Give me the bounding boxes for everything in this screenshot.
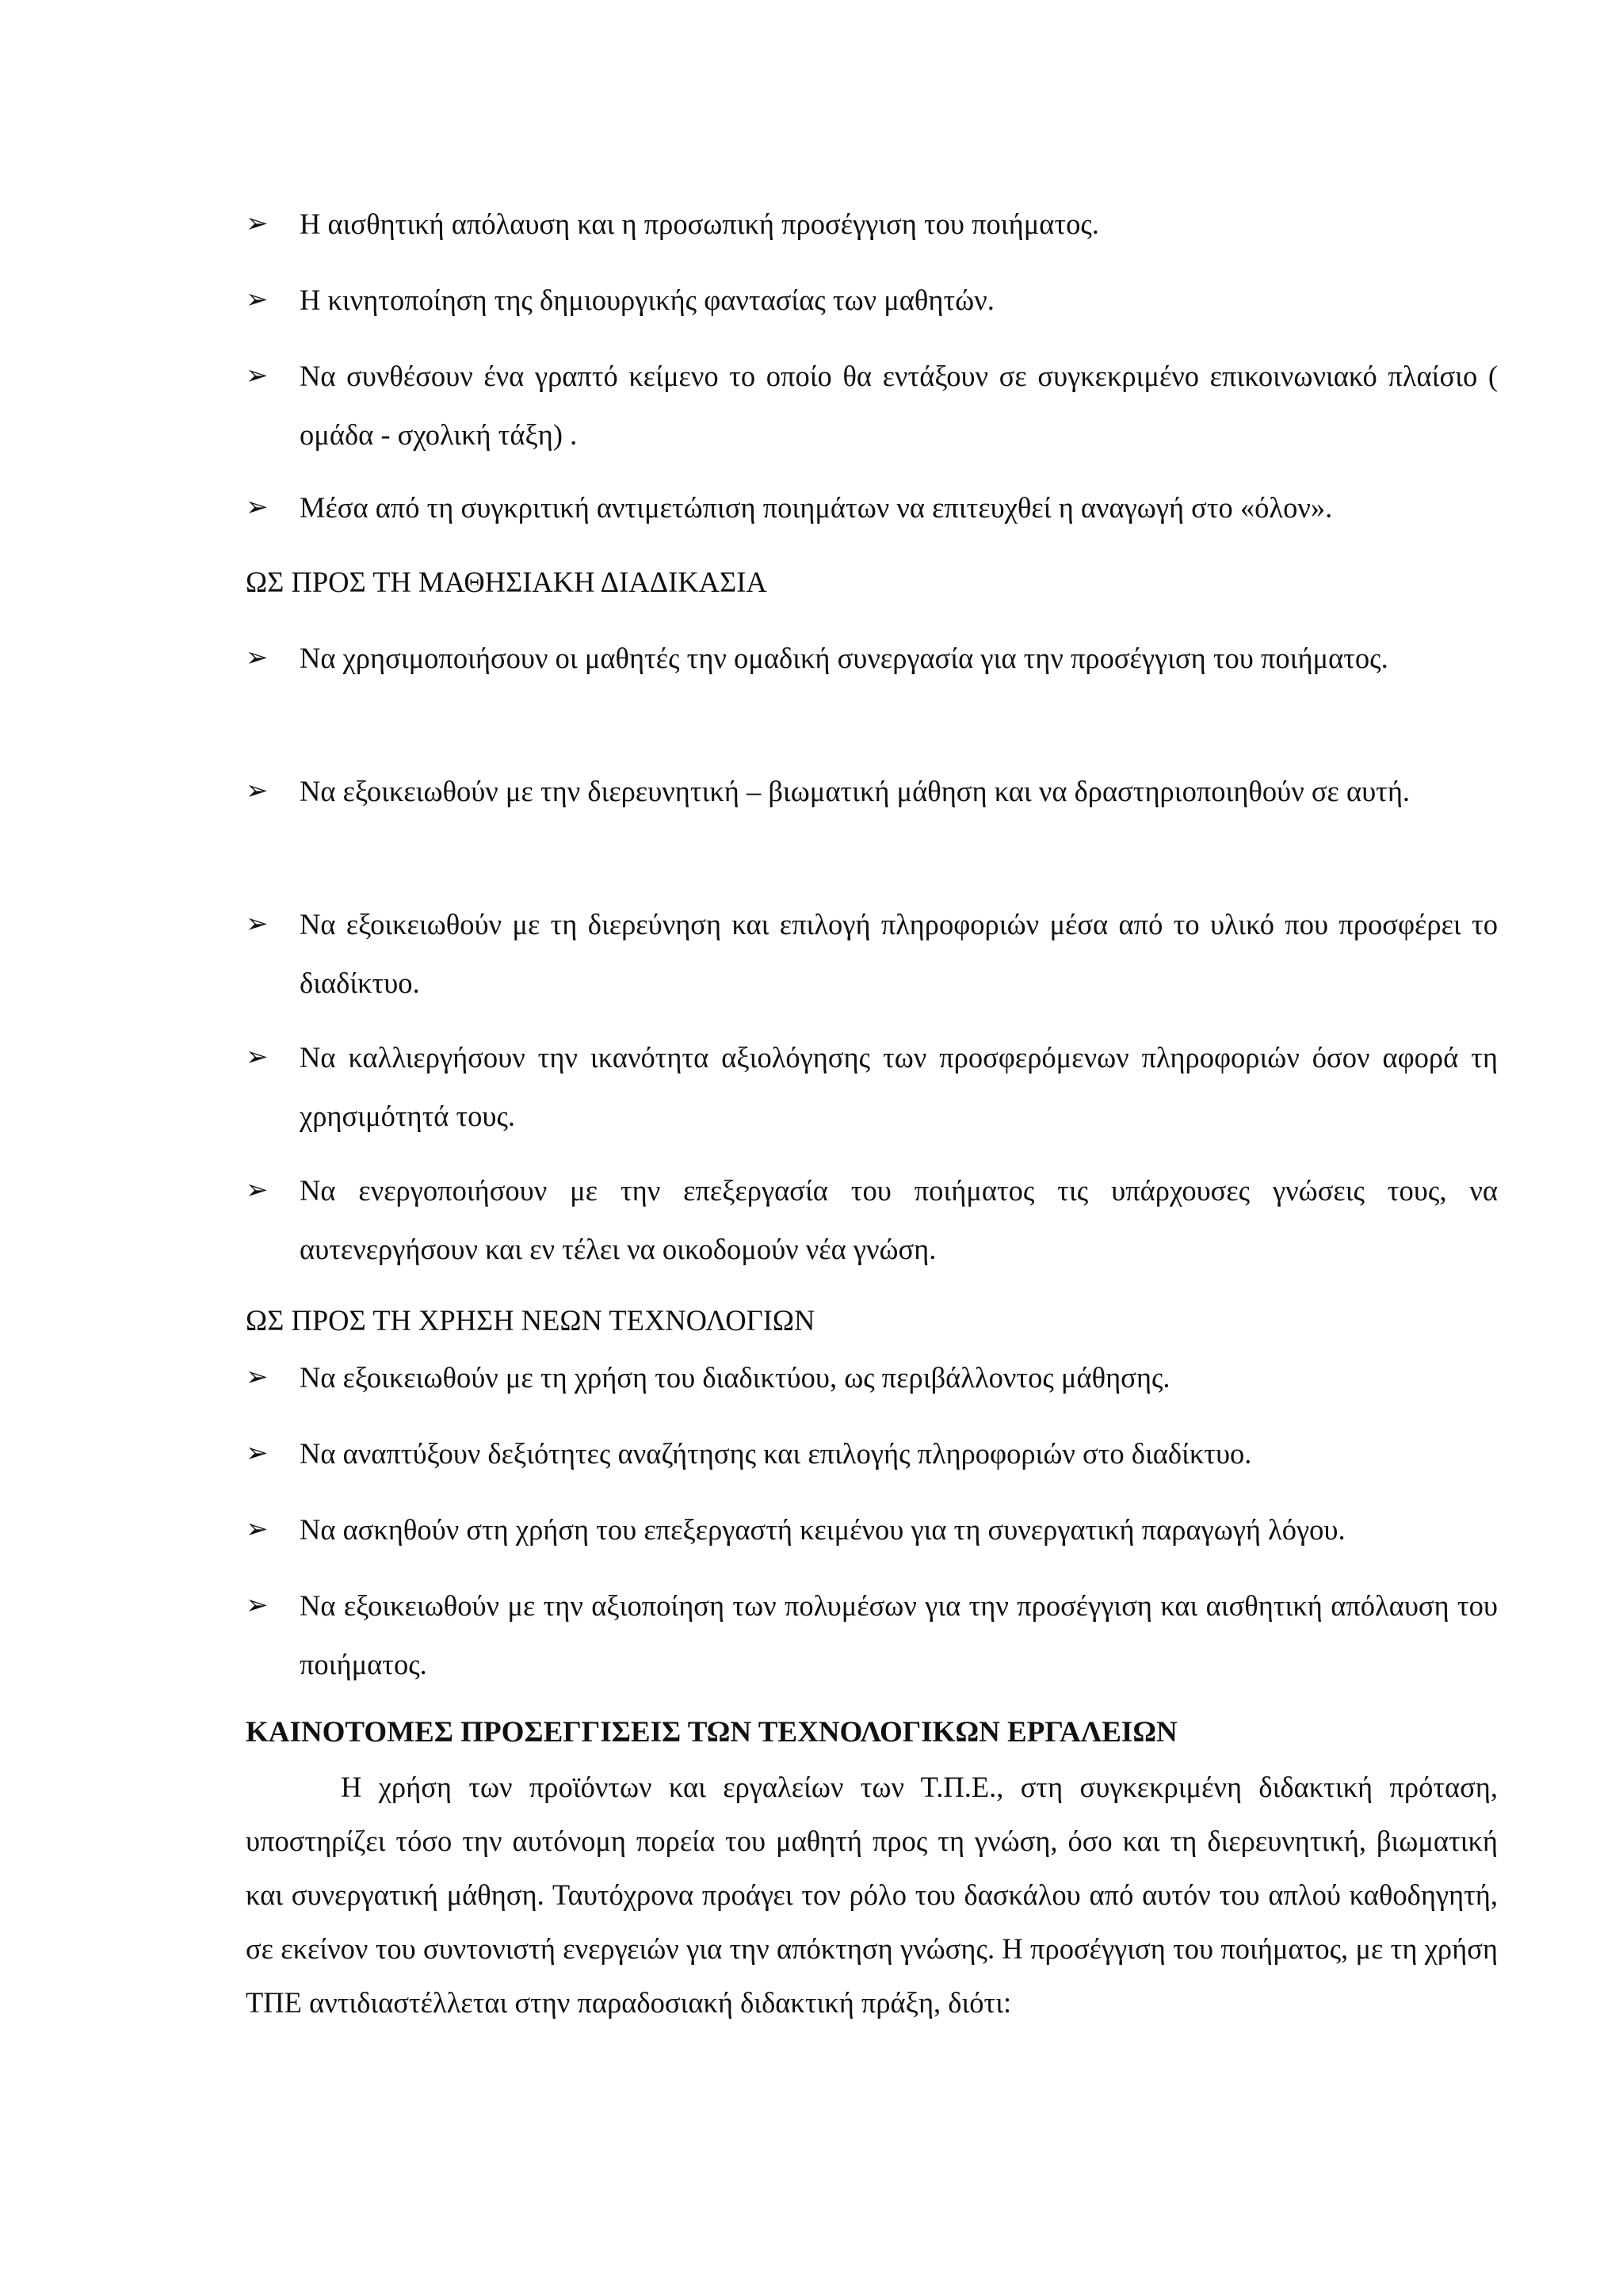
arrow-bullet-icon: ➢ [246, 493, 269, 522]
list-item-text: Να εξοικειωθούν με τη διερεύνηση και επιλογή πληροφοριών μέσα από το υλικό που προσφέρει το διαδίκτυο. [300, 908, 1498, 999]
list-item-text: Η κινητοποίηση της δημιουργικής φαντασίας των μαθητών. [300, 284, 995, 316]
section-heading-innovative-approaches: ΚΑΙΝΟΤΟΜΕΣ ΠΡΟΣΕΓΓΙΣΕΙΣ ΤΩΝ ΤΕΧΝΟΛΟΓΙΚΩΝ ΕΡΓΑΛΕΙΩΝ [246, 1716, 1178, 1749]
arrow-bullet-icon: ➢ [246, 361, 269, 391]
list-item [246, 895, 1498, 1013]
arrow-bullet-icon: ➢ [246, 1043, 269, 1072]
list-item [246, 1028, 1498, 1146]
list-item [246, 1348, 1498, 1407]
list-item [246, 1501, 1498, 1559]
section-heading-new-technologies: ΩΣ ΠΡΟΣ ΤΗ ΧΡΗΣΗ ΝΕΩΝ ΤΕΧΝΟΛΟΓΙΩΝ [246, 1304, 815, 1337]
section-heading-learning-process: ΩΣ ΠΡΟΣ ΤΗ ΜΑΘΗΣΙΑΚΗ ΔΙΑΔΙΚΑΣΙΑ [246, 566, 767, 598]
list-item [246, 1425, 1498, 1483]
list-item-text: Να συνθέσουν ένα γραπτό κείμενο το οποίο θα εντάξουν σε συγκεκριμένο επικοινωνιακό πλαίσιο ( ομάδα - σχολική τάξη) . [300, 360, 1498, 451]
list-item-text: Να αναπτύξουν δεξιότητες αναζήτησης και επιλογής πληροφοριών στο διαδίκτυο. [300, 1437, 1252, 1470]
list-item-text: Να εξοικειωθούν με την διερευνητική – βιωματική μάθηση και να δραστηριοποιηθούν σε αυτή. [300, 775, 1411, 807]
arrow-bullet-icon: ➢ [246, 1591, 269, 1620]
list-item-text: Η αισθητική απόλαυση και η προσωπική προσέγγιση του ποιήματος. [300, 208, 1099, 240]
list-item-text: Να χρησιμοποιήσουν οι μαθητές την ομαδική συνεργασία για την προσέγγιση του ποιήματος. [300, 642, 1388, 674]
list-item [246, 479, 1498, 537]
arrow-bullet-icon: ➢ [246, 776, 269, 806]
list-item-text: Να ασκηθούν στη χρήση του επεξεργαστή κειμένου για τη συνεργατική παραγωγή λόγου. [300, 1513, 1346, 1546]
arrow-bullet-icon: ➢ [246, 1176, 269, 1205]
arrow-bullet-icon: ➢ [246, 1439, 269, 1468]
arrow-bullet-icon: ➢ [246, 285, 269, 315]
list-item-text: Να εξοικειωθούν με τη χρήση του διαδικτύου, ως περιβάλλοντος μάθησης. [300, 1361, 1170, 1394]
list-item [246, 195, 1498, 254]
arrow-bullet-icon: ➢ [246, 910, 269, 939]
list-item [246, 1577, 1498, 1694]
list-item-text: Να ενεργοποιήσουν με την επεξεργασία του ποιήματος τις υπάρχουσες γνώσεις τους, να αυτενεργήσουν και εν τέλει να οικοδομούν νέα γνώση. [300, 1174, 1498, 1265]
list-item [246, 347, 1498, 464]
list-item [246, 629, 1498, 688]
list-item-text: Να καλλιεργήσουν την ικανότητα αξιολόγησης των προσφερόμενων πληροφοριών όσον αφορά τη χρησιμότητά τους. [300, 1041, 1498, 1132]
list-item [246, 1161, 1498, 1279]
arrow-bullet-icon: ➢ [246, 1515, 269, 1544]
body-paragraph: Η χρήση των προϊόντων και εργαλείων των Τ.Π.Ε., στη συγκεκριμένη διδακτική πρόταση, υποστηρίζει τόσο την αυτόνομη πορεία του μαθητή προς τη γνώση, όσο και τη διερευνητική, βιωματική και συνεργατική μάθηση. Ταυτόχρονα προάγει τον ρόλο του δασκάλου από αυτόν του απλού καθοδηγητή, σε εκείνον του συντονιστή ενεργειών για την απόκτηση γνώσης. Η προσέγγιση του ποιήματος, με τη χρήση ΤΠΕ αντιδιαστέλλεται στην παραδοσιακή διδακτική πράξη, διότι: [246, 1771, 1498, 2019]
list-item [246, 762, 1498, 821]
arrow-bullet-icon: ➢ [246, 643, 269, 673]
arrow-bullet-icon: ➢ [246, 209, 269, 238]
list-item-text: Να εξοικειωθούν με την αξιοποίηση των πολυμέσων για την προσέγγιση και αισθητική απόλαυση του ποιήματος. [300, 1589, 1498, 1680]
list-item [246, 271, 1498, 330]
arrow-bullet-icon: ➢ [246, 1363, 269, 1392]
list-item-text: Μέσα από τη συγκριτική αντιμετώπιση ποιημάτων να επιτευχθεί η αναγωγή στο «όλον». [300, 491, 1333, 524]
